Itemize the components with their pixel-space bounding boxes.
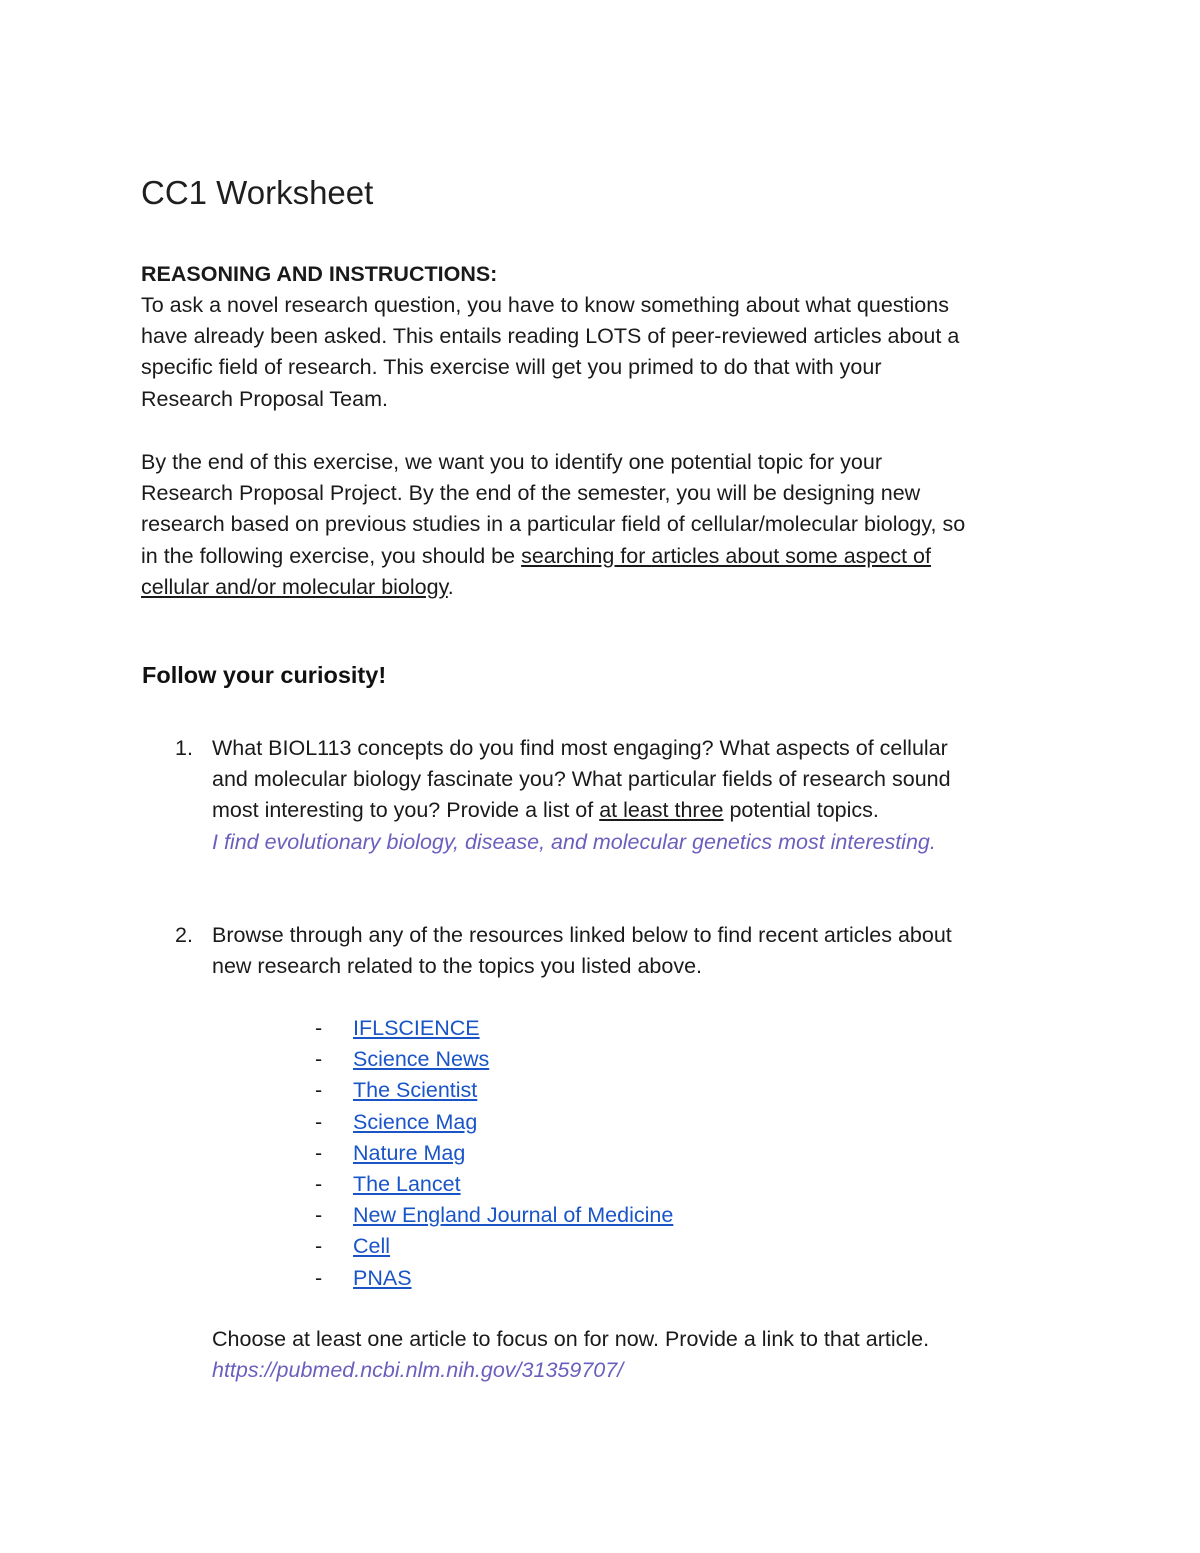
line-text: in the following exercise, you should be xyxy=(141,543,522,568)
question-text xyxy=(212,733,1042,858)
question-line: Browse through any of the resources linked below to find recent articles about xyxy=(212,923,952,947)
paragraph-line xyxy=(141,572,1056,603)
link-science-news[interactable]: Science News xyxy=(353,1047,490,1072)
underlined-emphasis: at least three xyxy=(599,798,724,823)
paragraph-line: specific field of research. This exercise will get you primed to do that with your xyxy=(141,355,882,380)
dash-bullet: - xyxy=(315,1234,323,1259)
list-item xyxy=(141,1169,841,1200)
section-heading: REASONING AND INSTRUCTIONS: xyxy=(141,262,498,286)
list-item xyxy=(141,1263,841,1294)
dash-bullet: - xyxy=(315,1047,323,1072)
link-nejm[interactable]: New England Journal of Medicine xyxy=(353,1203,674,1228)
dash-bullet: - xyxy=(315,1016,323,1040)
list-item xyxy=(141,1200,841,1231)
dash-bullet: - xyxy=(315,1140,323,1165)
dash-bullet: - xyxy=(315,1203,323,1228)
paragraph-line: To ask a novel research question, you have to know something about what questions xyxy=(141,293,949,317)
dash-bullet: - xyxy=(315,1265,323,1290)
question-text xyxy=(212,920,1042,982)
link-cell[interactable]: Cell xyxy=(353,1234,391,1259)
line-text: . xyxy=(447,574,454,599)
resource-link-list xyxy=(141,1013,841,1294)
line-text: most interesting to you? Provide a list of xyxy=(212,798,600,823)
list-item xyxy=(141,1231,841,1262)
question-number: 2. xyxy=(175,923,193,947)
answer-link-text[interactable]: https://pubmed.ncbi.nlm.nih.gov/31359707/ xyxy=(212,1358,624,1383)
dash-bullet: - xyxy=(315,1109,323,1134)
list-item xyxy=(141,1013,841,1044)
list-item xyxy=(141,1138,841,1169)
question-line: and molecular biology fascinate you? What particular fields of research sound xyxy=(212,767,951,792)
question-number: 1. xyxy=(175,736,193,760)
link-the-lancet[interactable]: The Lancet xyxy=(353,1171,461,1196)
question-line: What BIOL113 concepts do you find most engaging? What aspects of cellular xyxy=(212,736,948,760)
dash-bullet: - xyxy=(315,1078,323,1103)
underlined-instruction: cellular and/or molecular biology xyxy=(141,574,448,599)
paragraph-line xyxy=(141,541,1056,572)
goal-paragraph xyxy=(141,447,1056,603)
underlined-instruction: searching for articles about some aspect of xyxy=(521,543,931,568)
choose-article-block xyxy=(212,1324,1042,1386)
paragraph-line: Research Proposal Project. By the end of the semester, you will be designing new xyxy=(141,481,921,506)
paragraph-line: By the end of this exercise, we want you to identify one potential topic for your xyxy=(141,450,882,474)
dash-bullet: - xyxy=(315,1171,323,1196)
list-item xyxy=(141,1044,841,1075)
line-text: potential topics. xyxy=(723,798,879,823)
question-line: new research related to the topics you listed above. xyxy=(212,954,703,979)
link-science-mag[interactable]: Science Mag xyxy=(353,1109,478,1134)
link-pnas[interactable]: PNAS xyxy=(353,1265,412,1290)
paragraph-line: research based on previous studies in a particular field of cellular/molecular biology, so xyxy=(141,512,966,537)
question-line xyxy=(212,795,1042,826)
intro-paragraph xyxy=(141,290,1056,415)
link-iflscience[interactable]: IFLSCIENCE xyxy=(353,1016,480,1040)
paragraph-line: have already been asked. This entails reading LOTS of peer-reviewed articles about a xyxy=(141,324,960,349)
answer-text[interactable]: I find evolutionary biology, disease, and molecular genetics most interesting. xyxy=(212,829,936,854)
paragraph-line: Research Proposal Team. xyxy=(141,386,388,411)
curiosity-heading: Follow your curiosity! xyxy=(142,662,387,688)
document-title: CC1 Worksheet xyxy=(141,174,374,211)
choose-prompt: Choose at least one article to focus on for now. Provide a link to that article. xyxy=(212,1327,930,1351)
link-nature-mag[interactable]: Nature Mag xyxy=(353,1140,466,1165)
list-item xyxy=(141,1075,841,1106)
link-the-scientist[interactable]: The Scientist xyxy=(353,1078,478,1103)
list-item xyxy=(141,1107,841,1138)
